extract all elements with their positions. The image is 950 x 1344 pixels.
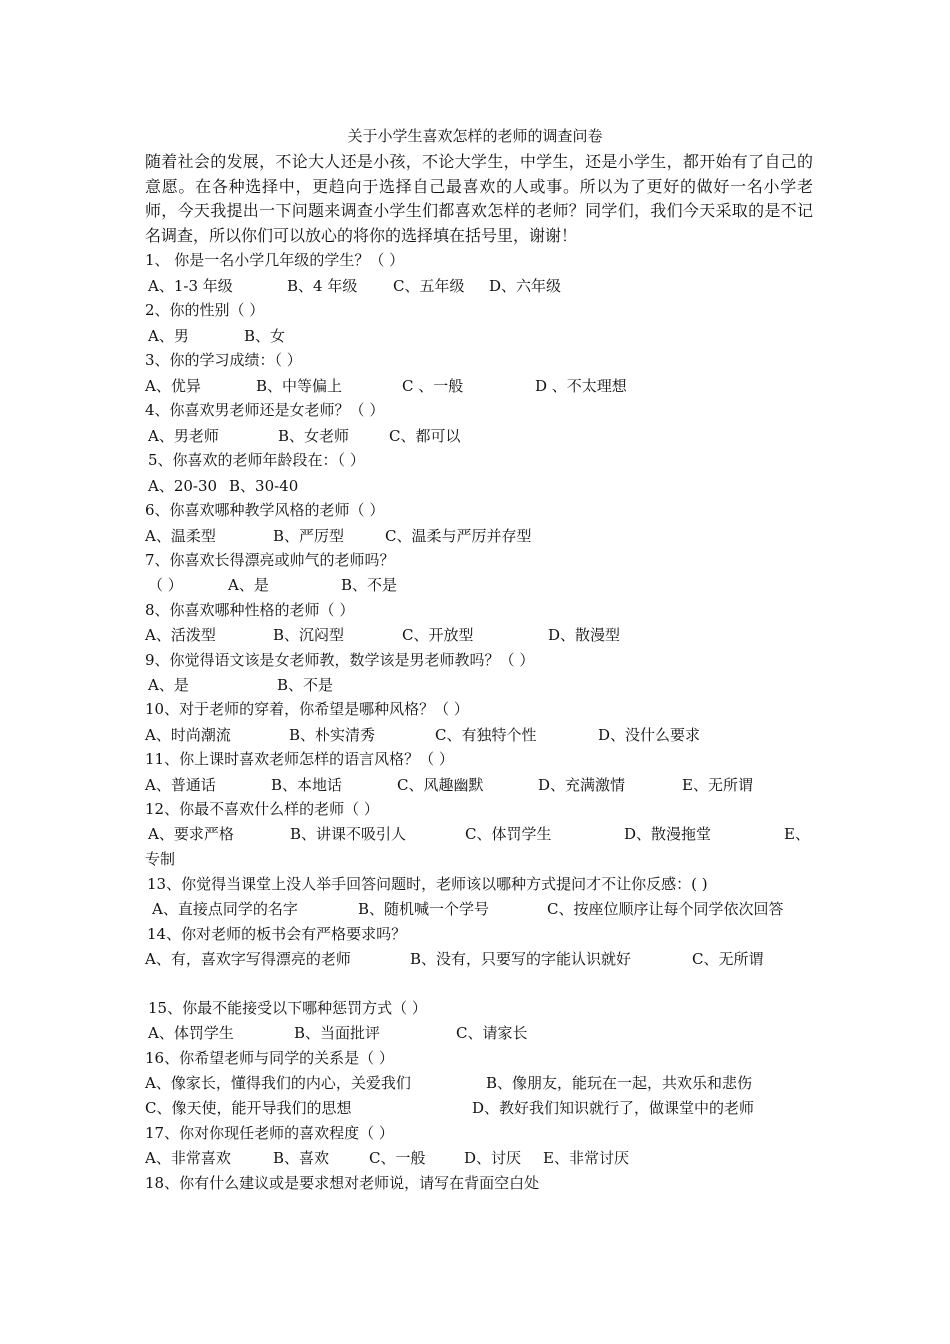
q2-option-a: A、男 <box>148 327 189 345</box>
q10-option-a: A、时尚潮流 <box>145 726 231 744</box>
q1-option-c: C、五年级 <box>393 277 465 295</box>
q14-option-c: C、无所谓 <box>692 950 764 968</box>
page-title: 关于小学生喜欢怎样的老师的调查问卷 <box>347 127 603 145</box>
question-10: 10、对于老师的穿着，你希望是哪种风格？（ ） <box>145 700 469 718</box>
q3-option-c: C 、一般 <box>402 377 464 395</box>
q17-option-e: E、非常讨厌 <box>543 1149 629 1167</box>
q11-option-c: C、风趣幽默 <box>397 776 484 794</box>
q16-option-c: C、像天使，能开导我们的思想 <box>145 1099 352 1117</box>
q17-option-b: B、喜欢 <box>273 1149 330 1167</box>
q16-option-b: B、像朋友，能玩在一起，共欢乐和悲伤 <box>486 1074 753 1092</box>
q10-option-b: B、朴实清秀 <box>289 726 376 744</box>
q17-option-d: D、讨厌 <box>464 1149 522 1167</box>
q13-option-a: A、直接点同学的名字 <box>152 900 298 918</box>
q9-option-b: B、不是 <box>277 676 334 694</box>
q2-option-b: B、女 <box>244 327 286 345</box>
question-5: 5、你喜欢的老师年龄段在：（ ） <box>148 451 365 469</box>
question-11: 11、你上课时喜欢老师怎样的语言风格？（ ） <box>145 750 454 768</box>
q12-option-d: D、散漫拖堂 <box>624 825 712 843</box>
q12-option-b: B、讲课不吸引人 <box>290 825 407 843</box>
q1-option-b: B、4 年级 <box>287 277 358 295</box>
q12-option-e: E、 <box>784 825 810 843</box>
q15-option-c: C、请家长 <box>456 1024 528 1042</box>
q1-option-d: D、六年级 <box>489 277 562 295</box>
q10-option-d: D、没什么要求 <box>598 726 701 744</box>
question-15: 15、你最不能接受以下哪种惩罚方式（ ） <box>148 999 427 1017</box>
question-4: 4、你喜欢男老师还是女老师？（ ） <box>145 401 385 419</box>
q4-option-c: C、都可以 <box>389 427 461 445</box>
q14-option-b: B、没有，只要写的字能认识就好 <box>410 950 632 968</box>
q8-option-b: B、沉闷型 <box>273 626 345 644</box>
q7-option-a: A、是 <box>228 576 269 594</box>
q13-option-c: C、按座位顺序让每个同学依次回答 <box>547 900 784 918</box>
q4-option-a: A、男老师 <box>148 427 219 445</box>
q16-option-a: A、像家长，懂得我们的内心，关爱我们 <box>145 1074 411 1092</box>
q8-option-d: D、散漫型 <box>548 626 621 644</box>
question-13: 13、你觉得当课堂上没人举手回答问题时，老师该以哪种方式提问才不让你反感：( ) <box>147 875 708 893</box>
q15-option-b: B、当面批评 <box>294 1024 381 1042</box>
question-12: 12、你最不喜欢什么样的老师（ ） <box>145 800 379 818</box>
question-8: 8、你喜欢哪种性格的老师（ ） <box>145 601 355 619</box>
q6-option-b: B、严厉型 <box>273 527 345 545</box>
q16-option-d: D、教好我们知识就行了，做课堂中的老师 <box>472 1099 755 1117</box>
q11-option-d: D、充满激情 <box>538 776 626 794</box>
question-17: 17、你对你现任老师的喜欢程度（ ） <box>145 1124 394 1142</box>
q17-option-c: C、一般 <box>369 1149 426 1167</box>
q11-option-a: A、普通话 <box>145 776 216 794</box>
q3-option-d: D 、不太理想 <box>535 377 627 395</box>
question-7: 7、你喜欢长得漂亮或帅气的老师吗？ <box>145 551 395 569</box>
question-18: 18、你有什么建议或是要求想对老师说，请写在背面空白处 <box>145 1174 540 1192</box>
question-3: 3、你的学习成绩：（ ） <box>145 351 302 369</box>
q12-option-a: A、要求严格 <box>148 825 234 843</box>
q6-option-a: A、温柔型 <box>145 527 216 545</box>
q11-option-b: B、本地话 <box>271 776 343 794</box>
q3-option-a: A、优异 <box>145 377 201 395</box>
intro-paragraph: 随着社会的发展，不论大人还是小孩，不论大学生，中学生，还是小学生，都开始有了自己的意愿。在各种选择中，更趋向于选择自己最喜欢的人或事。所以为了更好的做好一名小学老师，今天我提出一下问题来调查小学生们都喜欢怎样的老师？同学们，我们今天采取的是不记名调查，所以你们可以放心的将你的选择填在括号里，谢谢！ <box>145 152 813 245</box>
q5-option-b: B、30-40 <box>229 477 299 495</box>
q12-option-c: C、体罚学生 <box>465 825 552 843</box>
q1-option-a: A、1-3 年级 <box>148 277 233 295</box>
q14-option-a: A、有，喜欢字写得漂亮的老师 <box>145 950 351 968</box>
question-1: 1、 你是一名小学几年级的学生？（ ） <box>145 251 405 269</box>
q12-option-e-text: 专制 <box>145 850 176 868</box>
q10-option-c: C、有独特个性 <box>435 726 537 744</box>
q11-option-e: E、无所谓 <box>682 776 753 794</box>
question-9: 9、你觉得语文该是女老师教，数学该是男老师教吗？（ ） <box>145 651 535 669</box>
q6-option-c: C、温柔与严厉并存型 <box>385 527 532 545</box>
question-2: 2、你的性别（ ） <box>145 301 265 319</box>
q8-option-c: C、开放型 <box>402 626 474 644</box>
q13-option-b: B、随机喊一个学号 <box>358 900 490 918</box>
q3-option-b: B、中等偏上 <box>256 377 343 395</box>
q9-option-a: A、是 <box>148 676 189 694</box>
q7-option-b: B、不是 <box>341 576 398 594</box>
question-6: 6、你喜欢哪种教学风格的老师（ ） <box>145 501 385 519</box>
q8-option-a: A、活泼型 <box>145 626 216 644</box>
q15-option-a: A、体罚学生 <box>148 1024 234 1042</box>
q5-option-a: A、20-30 <box>148 477 218 495</box>
q7-answer-blank: （ ） <box>148 576 183 594</box>
q4-option-b: B、女老师 <box>278 427 350 445</box>
question-16: 16、你希望老师与同学的关系是（ ） <box>145 1049 394 1067</box>
question-14: 14、你对老师的板书会有严格要求吗？ <box>147 925 407 943</box>
q17-option-a: A、非常喜欢 <box>145 1149 231 1167</box>
